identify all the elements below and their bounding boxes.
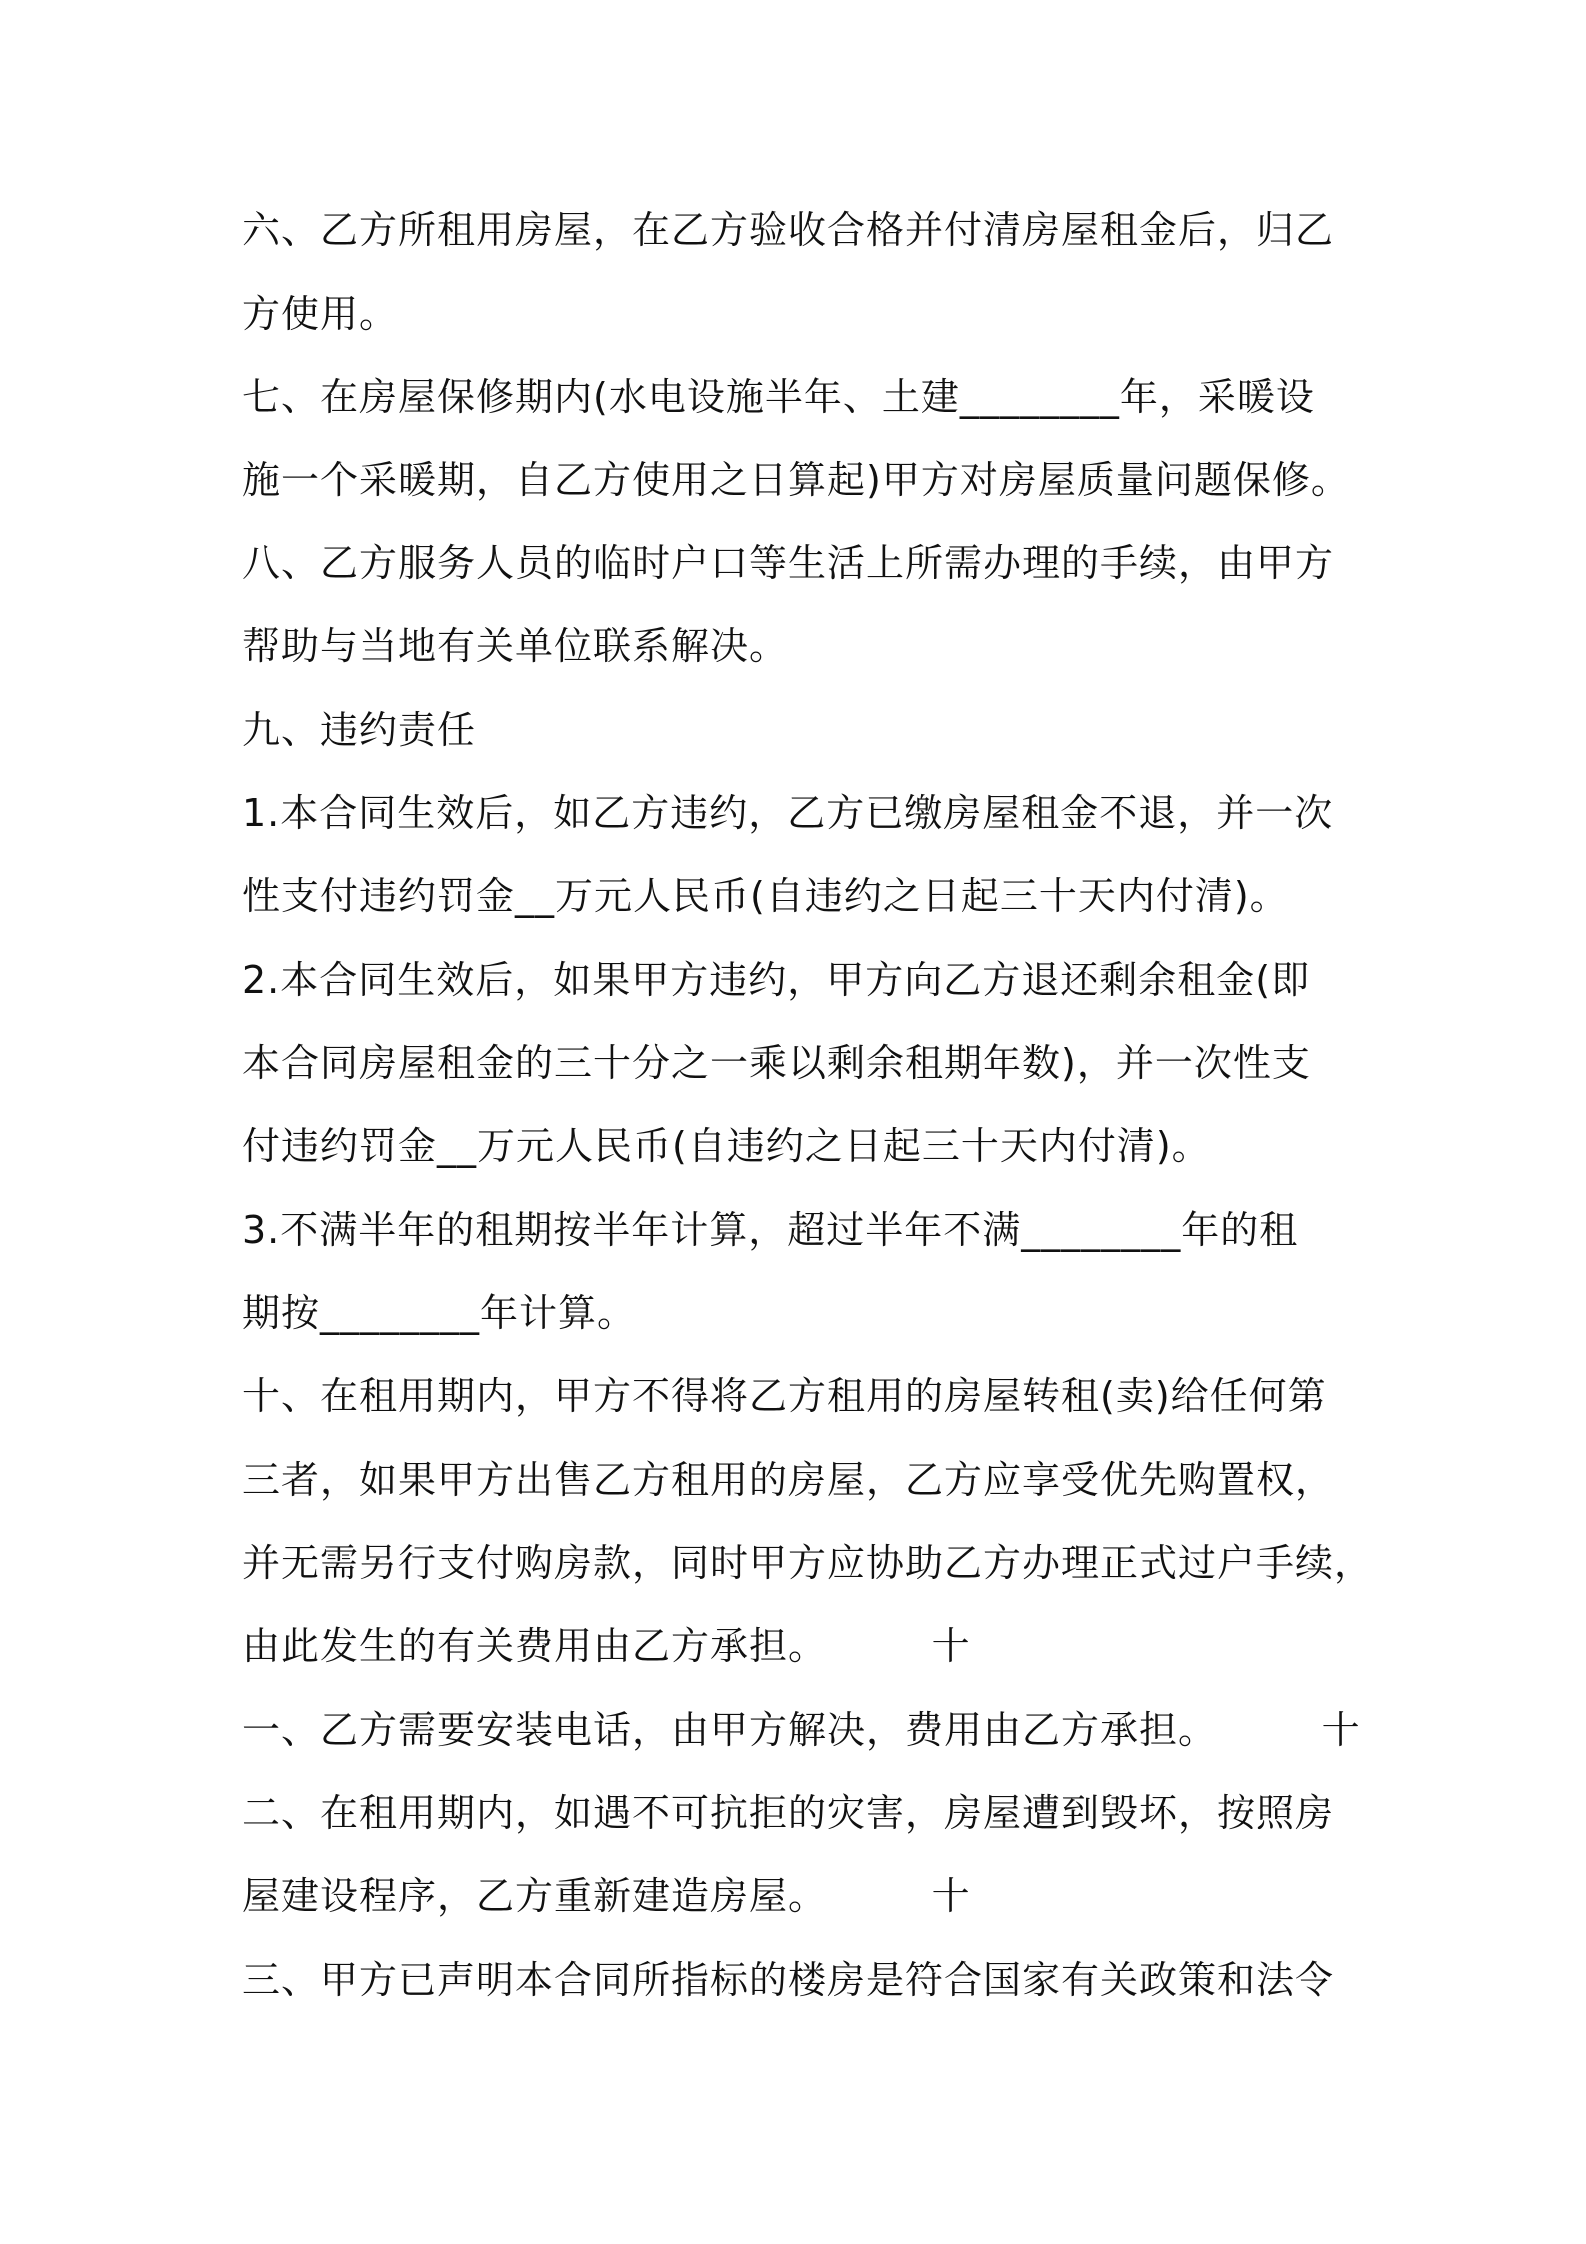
text-line: 九、违约责任 [242,708,477,752]
text-line: 2.本合同生效后，如果甲方违约，甲方向乙方退还剩余租金(即 [242,958,1311,1002]
text-line: 八、乙方服务人员的临时户口等生活上所需办理的手续，由甲方 [242,541,1335,585]
text-line: 二、在租用期内，如遇不可抗拒的灾害，房屋遭到毁坏，按照房 [242,1791,1335,1835]
text-line: 性支付违约罚金__万元人民币(自违约之日起三十天内付清)。 [242,874,1289,918]
text-line: 方使用。 [242,292,399,336]
text-line: 一、乙方需要安装电话，由甲方解决，费用由乙方承担。 十 [242,1708,1361,1752]
text-line: 由此发生的有关费用由乙方承担。 十 [242,1624,971,1668]
text-line: 三者，如果甲方出售乙方租用的房屋，乙方应享受优先购置权， [242,1458,1335,1502]
text-line: 1.本合同生效后，如乙方违约，乙方已缴房屋租金不退，并一次 [242,791,1334,835]
text-line: 十、在租用期内，甲方不得将乙方租用的房屋转租(卖)给任何第 [242,1374,1327,1418]
text-line: 付违约罚金__万元人民币(自违约之日起三十天内付清)。 [242,1124,1211,1168]
text-line: 三、甲方已声明本合同所指标的楼房是符合国家有关政策和法令 [242,1958,1335,2002]
text-line: 屋建设程序，乙方重新建造房屋。 十 [242,1874,971,1918]
text-line: 施一个采暖期，自乙方使用之日算起)甲方对房屋质量问题保修。 [242,458,1350,502]
text-line: 并无需另行支付购房款，同时甲方应协助乙方办理正式过户手续， [242,1541,1374,1585]
text-line: 七、在房屋保修期内(水电设施半年、土建________年，采暖设 [242,375,1315,419]
text-line: 六、乙方所租用房屋，在乙方验收合格并付清房屋租金后，归乙 [242,208,1335,252]
text-line: 帮助与当地有关单位联系解决。 [242,624,789,668]
text-line: 3.不满半年的租期按半年计算，超过半年不满________年的租 [242,1208,1299,1252]
text-line: 本合同房屋租金的三十分之一乘以剩余租期年数)，并一次性支 [242,1041,1311,1085]
text-line: 期按________年计算。 [242,1291,637,1335]
